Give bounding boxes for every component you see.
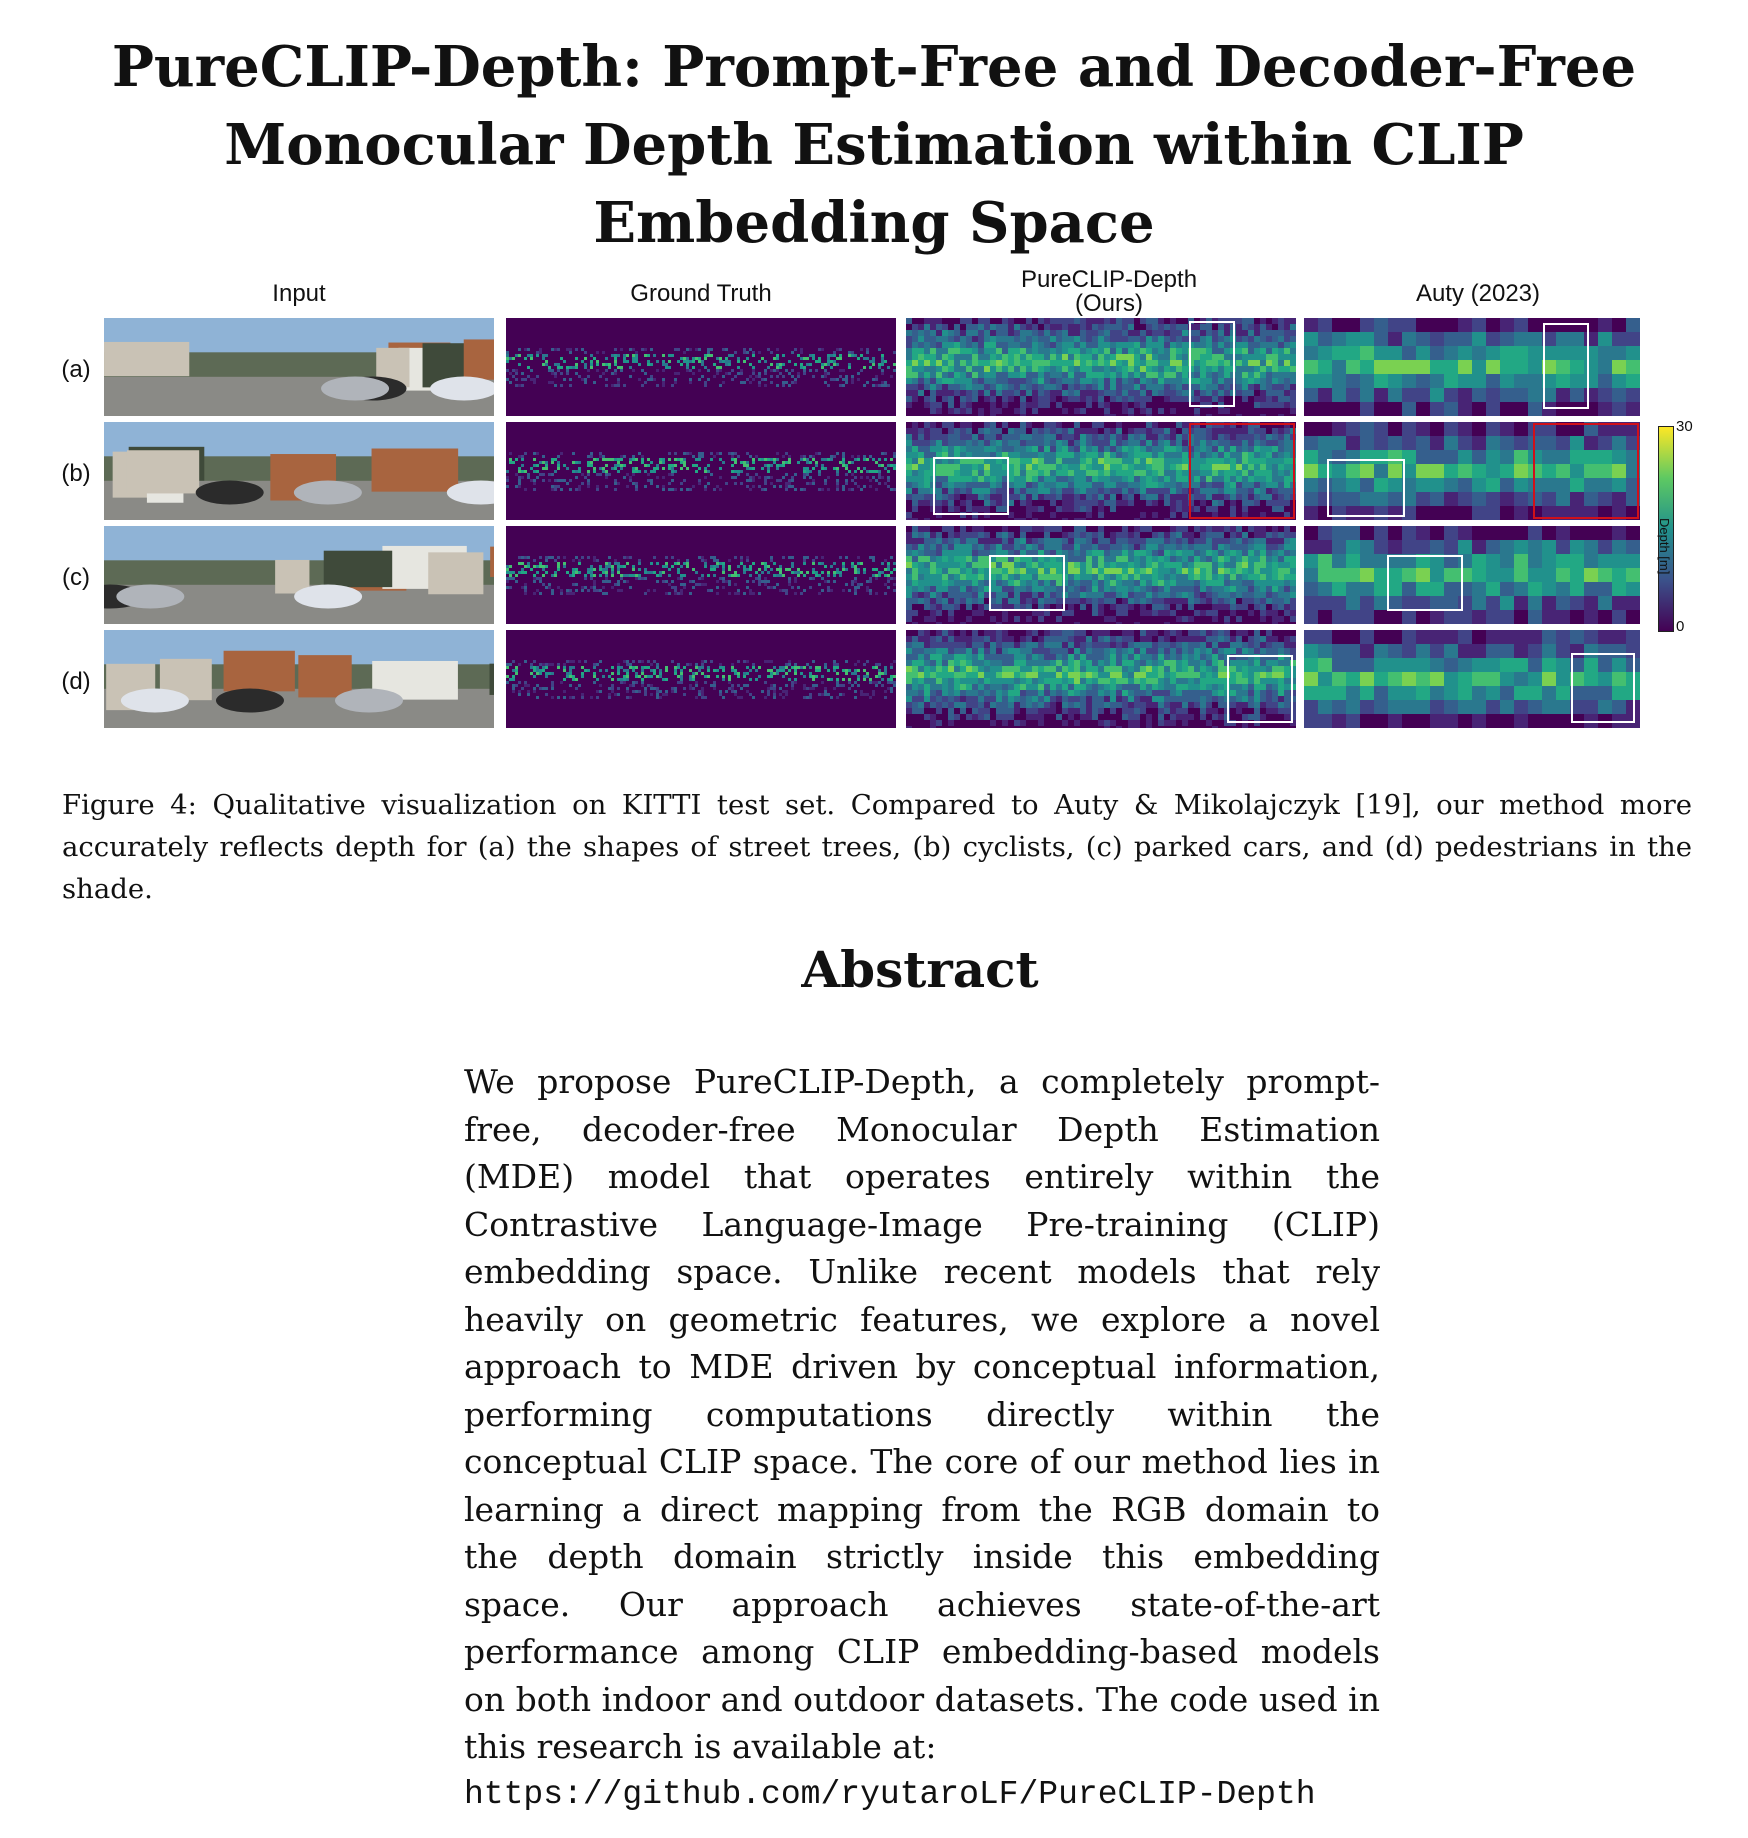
row-label-b: (b) <box>61 460 91 487</box>
panel-row1-col4 <box>1304 318 1640 416</box>
row-label-d: (d) <box>61 668 91 695</box>
paper-title: PureCLIP-Depth: Prompt-Free and Decoder-Free Monocular Depth Estimation within CLIP Embedding Space <box>111 34 1637 256</box>
panel-row4-col1 <box>104 630 494 728</box>
panel-row2-col4 <box>1304 422 1640 520</box>
panel-row3-col3 <box>906 526 1296 624</box>
panel-row2-col3 <box>906 422 1296 520</box>
column-header-ours-line2: (Ours) <box>1075 290 1143 317</box>
panel-row3-col1 <box>104 526 494 624</box>
panel-row4-col3 <box>906 630 1296 728</box>
panel-row1-col1 <box>104 318 494 416</box>
row-label-c: (c) <box>62 564 90 591</box>
panel-row1-col3 <box>906 318 1296 416</box>
colorbar-min-label: 0 <box>1676 618 1685 635</box>
panel-row3-col2 <box>506 526 896 624</box>
colorbar-axis-label: Depth [m] <box>1657 518 1672 575</box>
figure-caption: Figure 4: Qualitative visualization on KITTI test set. Compared to Auty & Mikolajczyk [19], our method more accurately reflects depth for (a) the shapes of street trees, (b) cyclists, (c) parked cars, and (d) pedestrians in the shade. <box>62 789 1692 905</box>
abstract-heading: Abstract <box>801 940 1039 999</box>
panel-row1-col2 <box>506 318 896 416</box>
code-url-link[interactable]: https://github.com/ryutaroLF/PureCLIP-Depth <box>464 1775 1316 1813</box>
panel-row4-col2 <box>506 630 896 728</box>
panel-row3-col4 <box>1304 526 1640 624</box>
abstract-body <box>464 1058 1380 1818</box>
column-header-ours-line1: PureCLIP-Depth <box>1020 266 1198 293</box>
panel-row2-col1 <box>104 422 494 520</box>
column-header-auty: Auty (2023) <box>1415 280 1541 307</box>
abstract-text: We propose PureCLIP-Depth, a completely prompt-free, decoder-free Monocular Depth Estimation (MDE) model that operates entirely within the Contrastive Language-Image Pre-training (CLIP) embedding space. Unlike recent models that rely heavily on geometric features, we explore a novel approach to MDE driven by conceptual information, performing computations directly within the conceptual CLIP space. The core of our method lies in learning a direct mapping from the RGB domain to the depth domain strictly inside this embedding space. Our approach achieves state-of-the-art performance among CLIP embedding-based models on both indoor and outdoor datasets. The code used in this research is available at: <box>464 1062 1380 1766</box>
column-header-input: Input <box>272 280 326 307</box>
panel-row4-col4 <box>1304 630 1640 728</box>
colorbar-max-label: 30 <box>1676 418 1693 435</box>
panel-row2-col2 <box>506 422 896 520</box>
row-label-a: (a) <box>61 356 91 383</box>
column-header-ground-truth: Ground Truth <box>630 280 772 307</box>
